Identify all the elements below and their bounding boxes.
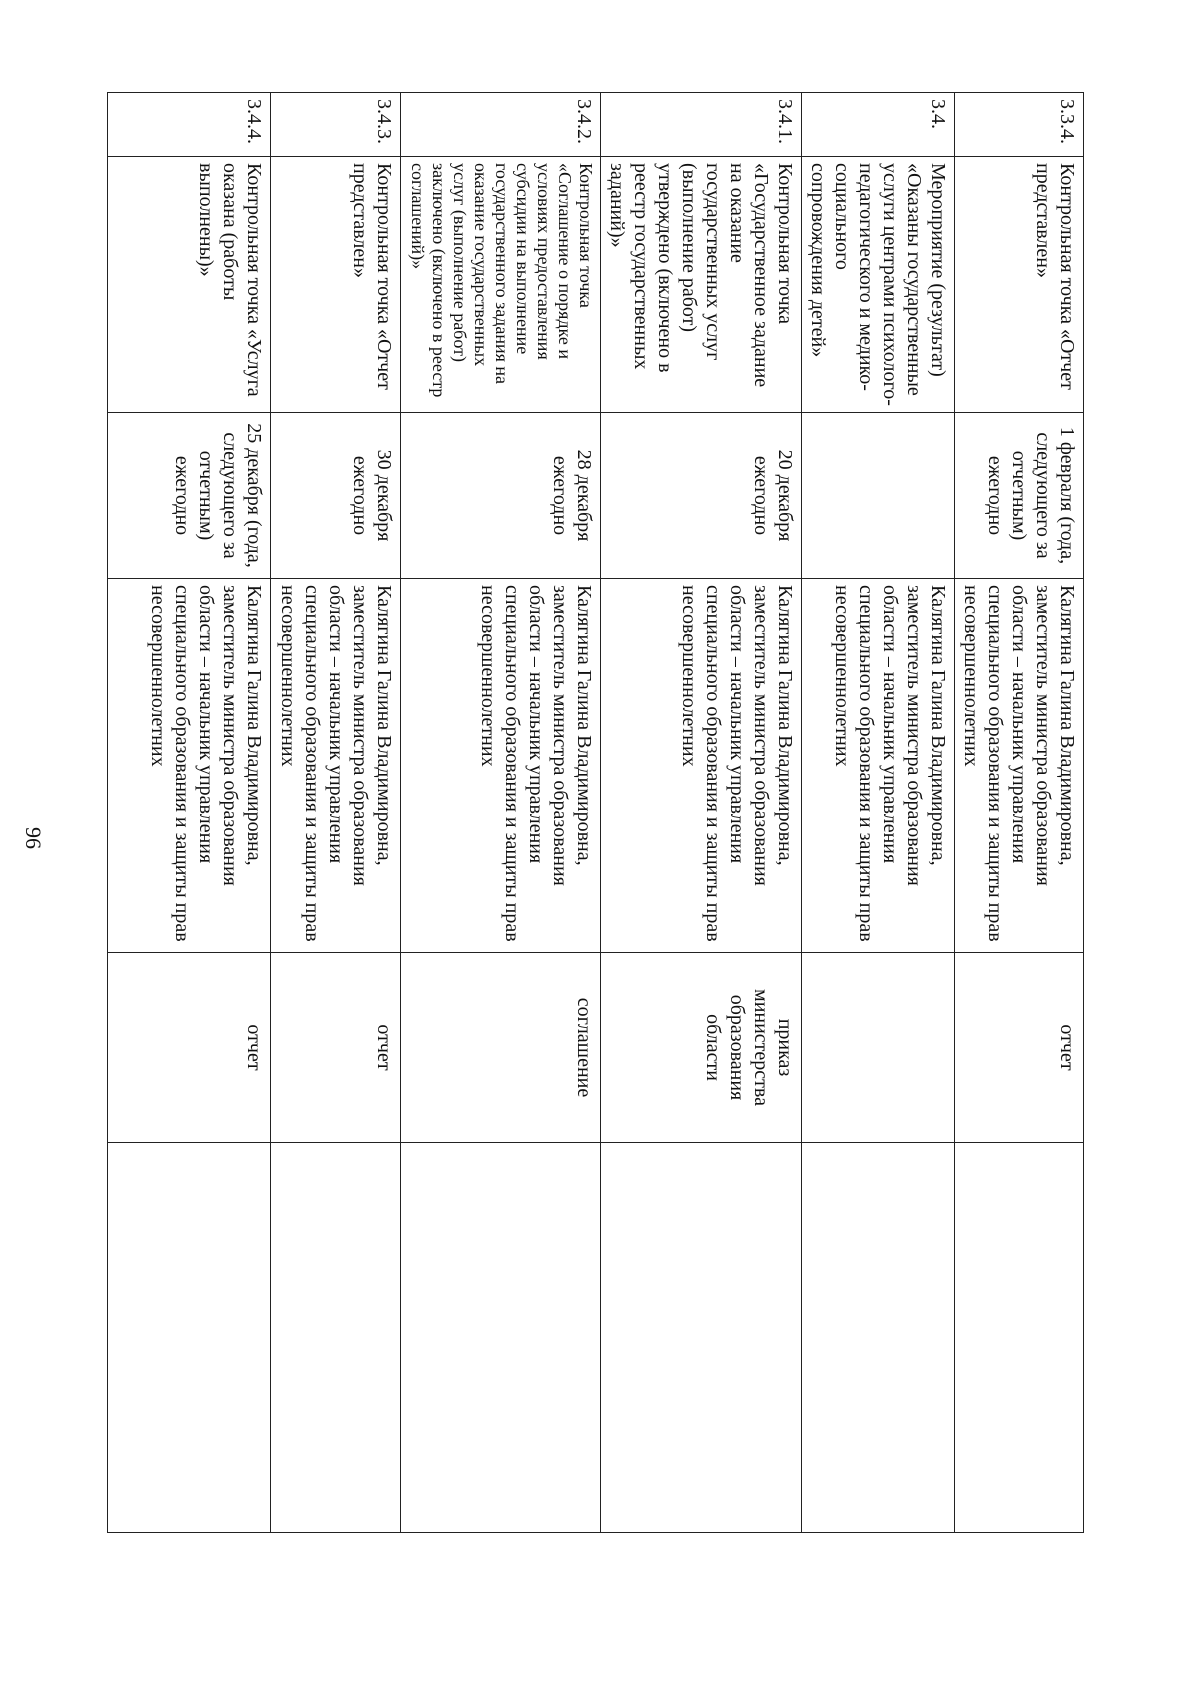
row-date: 1 февраля (года, следующего за отчетным) ежегодно <box>955 413 1084 579</box>
row-extra <box>401 1143 601 1533</box>
row-number: 3.4.3. <box>271 93 401 157</box>
table-row <box>401 93 601 1533</box>
row-extra <box>601 1143 802 1533</box>
row-number: 3.4.1. <box>601 93 802 157</box>
row-responsible: Калягина Галина Владимировна, заместитель министра образования области – начальник управления специального образования и защиты прав несовершеннолетних <box>108 579 271 953</box>
row-name: Контрольная точка «Отчет представлен» <box>271 157 401 413</box>
row-date: 30 декабря ежегодно <box>271 413 401 579</box>
table-row <box>802 93 955 1533</box>
row-number: 3.4.4. <box>108 93 271 157</box>
row-responsible: Калягина Галина Владимировна, заместитель министра образования области – начальник управления специального образования и защиты прав несовершеннолетних <box>802 579 955 953</box>
table-row <box>271 93 401 1533</box>
row-name: Контрольная точка «Соглашение о порядке и условиях предоставления субсидии на выполнение государственного задания на оказание государственных услуг (выполнение работ) заключено (включено в реестр соглашений)» <box>401 157 601 413</box>
rotated-table-wrapper <box>147 92 1084 1532</box>
table-row <box>601 93 802 1533</box>
row-date: 20 декабря ежегодно <box>601 413 802 579</box>
row-document: отчет <box>271 953 401 1143</box>
row-name: Контрольная точка «Отчет представлен» <box>955 157 1084 413</box>
plan-table <box>107 92 1084 1533</box>
row-name: Контрольная точка «Государственное задание на оказание государственных услуг (выполнение работ) утверждено (включено в реестр государственных заданий)» <box>601 157 802 413</box>
row-extra <box>271 1143 401 1533</box>
row-name: Контрольная точка «Услуга оказана (работы выполнены)» <box>108 157 271 413</box>
row-extra <box>108 1143 271 1533</box>
row-number: 3.4. <box>802 93 955 157</box>
row-document: приказ министерства образования области <box>601 953 802 1143</box>
row-extra <box>955 1143 1084 1533</box>
row-document <box>802 953 955 1143</box>
row-number: 3.4.2. <box>401 93 601 157</box>
row-document: отчет <box>955 953 1084 1143</box>
row-number: 3.3.4. <box>955 93 1084 157</box>
row-responsible: Калягина Галина Владимировна, заместитель министра образования области – начальник управления специального образования и защиты прав несовершеннолетних <box>401 579 601 953</box>
row-responsible: Калягина Галина Владимировна, заместитель министра образования области – начальник управления специального образования и защиты прав несовершеннолетних <box>271 579 401 953</box>
page-number: 96 <box>21 827 46 849</box>
row-name: Мероприятие (результат) «Оказаны государственные услуги центрами психолого-педагогического и медико-социального сопровождения детей» <box>802 157 955 413</box>
row-responsible: Калягина Галина Владимировна, заместитель министра образования области – начальник управления специального образования и защиты прав несовершеннолетних <box>955 579 1084 953</box>
row-date <box>802 413 955 579</box>
row-document: отчет <box>108 953 271 1143</box>
row-date: 28 декабря ежегодно <box>401 413 601 579</box>
row-document: соглашение <box>401 953 601 1143</box>
row-responsible: Калягина Галина Владимировна, заместитель министра образования области – начальник управления специального образования и защиты прав несовершеннолетних <box>601 579 802 953</box>
row-date: 25 декабря (года, следующего за отчетным) ежегодно <box>108 413 271 579</box>
table-row <box>955 93 1084 1533</box>
table-row <box>108 93 271 1533</box>
row-extra <box>802 1143 955 1533</box>
